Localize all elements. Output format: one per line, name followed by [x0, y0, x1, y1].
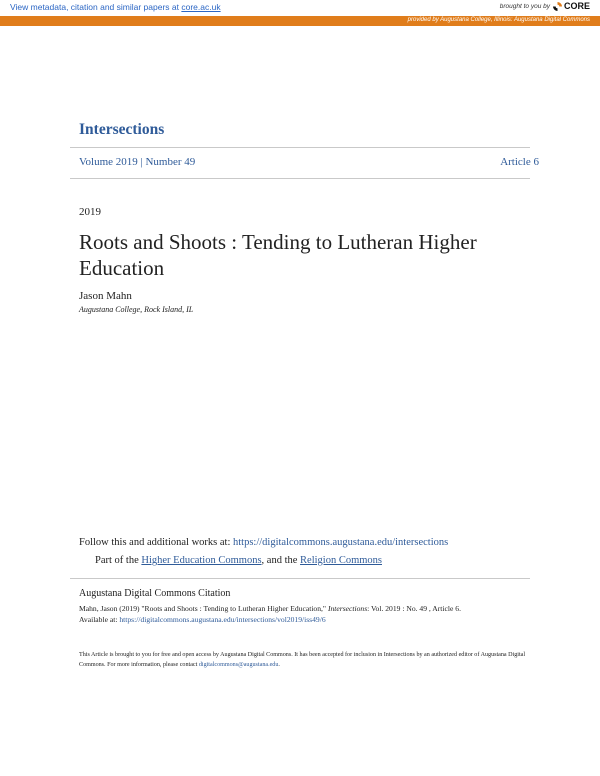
citation-text	[79, 603, 529, 625]
access-notice-text: This Article is brought to you for free and open access by Augustana Digital Commons. It has been accepted for inclusion in Intersections by an authorized editor of Augustana Digital Commons. For more information, please contact	[79, 652, 526, 668]
part-of-prefix: Part of the	[95, 555, 139, 566]
citation-url-link[interactable]: https://digitalcommons.augustana.edu/intersections/vol2019/iss49/6	[119, 615, 326, 624]
citation-before: Mahn, Jason (2019) "Roots and Shoots : Tending to Lutheran Higher Education,"	[79, 604, 327, 613]
core-logo-icon	[553, 2, 562, 11]
volume-line	[79, 156, 539, 168]
citation-after: : Vol. 2019 : No. 49 , Article 6.	[367, 604, 461, 613]
publication-year: 2019	[79, 206, 101, 218]
follow-prefix: Follow this and additional works at:	[79, 537, 231, 548]
article-title: Roots and Shoots : Tending to Lutheran Higher Education	[79, 230, 477, 280]
follow-link[interactable]: https://digitalcommons.augustana.edu/intersections	[233, 537, 449, 548]
citation-journal: Intersections	[327, 604, 368, 613]
core-logo[interactable]	[553, 1, 590, 11]
follow-line	[79, 537, 448, 548]
brought-by-label: brought to you by	[499, 2, 550, 10]
access-notice-end: .	[278, 662, 280, 668]
higher-education-commons-link[interactable]: Higher Education Commons	[141, 555, 262, 566]
article-link[interactable]: Article 6	[500, 156, 539, 168]
provided-by-text: provided by Augustana College, Illinois: Augustana Digital Commons	[407, 17, 590, 23]
brought-to-you-by[interactable]	[500, 1, 590, 11]
core-banner	[0, 0, 600, 16]
author-name: Jason Mahn	[79, 290, 132, 302]
access-notice	[79, 650, 529, 670]
contact-email-link[interactable]: digitalcommons@augustana.edu	[198, 662, 279, 668]
core-logo-label: CORE	[563, 1, 590, 11]
religion-commons-link[interactable]: Religion Commons	[300, 555, 382, 566]
author-affiliation: Augustana College, Rock Island, IL	[79, 305, 194, 314]
journal-title[interactable]: Intersections	[79, 121, 165, 138]
core-metadata-label: View metadata, citation and similar papers at	[10, 2, 179, 12]
citation-available-prefix: Available at:	[79, 615, 118, 624]
divider-bottom	[70, 178, 530, 179]
divider-citation	[70, 578, 530, 579]
part-of-middle: , and the	[261, 555, 298, 566]
divider-top	[70, 147, 530, 148]
volume-number-link[interactable]: Volume 2019 | Number 49	[79, 156, 196, 168]
part-of-line	[95, 555, 382, 566]
citation-heading: Augustana Digital Commons Citation	[79, 588, 231, 599]
core-link[interactable]: core.ac.uk	[181, 2, 221, 12]
core-metadata-text	[10, 2, 221, 12]
provided-by-bar	[0, 16, 600, 26]
